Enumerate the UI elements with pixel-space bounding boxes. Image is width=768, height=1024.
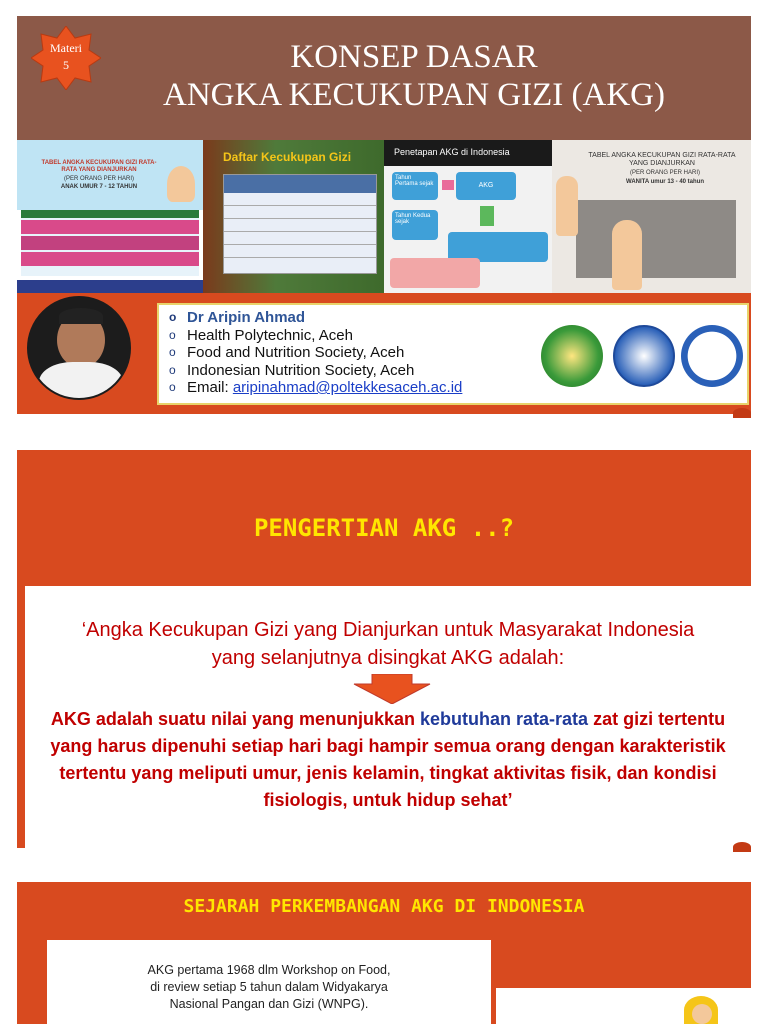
definition-box: [25, 586, 751, 848]
history-text: [47, 962, 491, 1013]
thumb1-sub2: ANAK UMUR 7 - 12 TAHUN: [60, 184, 138, 190]
badge-line1: Materi: [50, 41, 82, 55]
slide-corner-mark: [733, 408, 751, 418]
pergizi-pangan-logo: [681, 325, 743, 387]
history-illustration: [496, 988, 751, 1024]
history-line2: di review setiap 5 tahun dalam Widyakarya: [150, 980, 388, 994]
thumb1-sub: (PER ORANG PER HARI): [63, 176, 134, 182]
history-box: [47, 940, 491, 1024]
title-line1: KONSEP DASAR: [290, 39, 538, 75]
thumb4-sub: (PER ORANG PER HARI): [629, 170, 700, 176]
definition-slide: [17, 450, 751, 848]
title-header: [17, 16, 751, 140]
down-arrow-icon: [352, 674, 432, 704]
definition-intro-line2: yang selanjutnya disingkat AKG adalah:: [211, 647, 565, 669]
thumb3-box1: Tahun Pertama sejak: [392, 172, 438, 200]
thumbnail-penetapan-akg: [384, 140, 552, 293]
history-title: SEJARAH PERKEMBANGAN AKG DI INDONESIA: [183, 896, 585, 917]
history-slide: [17, 882, 751, 1024]
author-affiliation-3: o Indonesian Nutrition Society, Aceh: [169, 362, 747, 380]
author-photo: [27, 296, 131, 400]
thumb1-title: TABEL ANGKA KECUKUPAN GIZI RATA-RATA YANG DIANJURKAN: [41, 160, 157, 173]
author-affiliation-1: o Health Polytechnic, Aceh: [169, 327, 747, 345]
definition-intro: [25, 616, 751, 672]
title-line2: ANGKA KECUKUPAN GIZI (AKG): [162, 77, 665, 113]
history-line1: AKG pertama 1968 dlm Workshop on Food,: [147, 963, 391, 977]
author-affiliation-2: o Food and Nutrition Society, Aceh: [169, 344, 747, 362]
thumbnail-strip: [17, 140, 751, 293]
slide-corner-mark: [733, 842, 751, 852]
thumb2-title: Daftar Kecukupan Gizi: [223, 150, 352, 164]
definition-intro-line1: ‘Angka Kecukupan Gizi yang Dianjurkan untuk Masyarakat Indonesia: [81, 619, 695, 641]
thumb4-sub2: WANITA umur 13 - 40 tahun: [625, 179, 704, 185]
definition-highlight: kebutuhan rata-rata: [420, 709, 589, 729]
definition-text-a: AKG adalah suatu nilai yang menunjukkan: [50, 709, 421, 729]
definition-title: PENGERTIAN AKG ..?: [253, 514, 515, 542]
definition-text-b: zat gizi tertentu yang harus dipenuhi setiap hari bagi hampir semua orang dengan karakteristik tertentu yang meliputi umur, jenis kelamin, tingkat aktivitas fisik, dan kondisi fisiologis, untuk hidup sehat’: [50, 709, 726, 810]
email-link[interactable]: aripinahmad@poltekkesaceh.ac.id: [232, 379, 463, 396]
title-slide: [17, 16, 751, 414]
author-name: o Dr Aripin Ahmad: [169, 309, 747, 327]
slide-title: [77, 38, 751, 114]
thumb4-title: TABEL ANGKA KECUKUPAN GIZI RATA-RATA YANG DIANJURKAN: [588, 152, 736, 167]
nutrition-society-logo: [613, 325, 675, 387]
author-info-box: [157, 303, 749, 405]
thumb3-box2: AKG: [456, 172, 516, 200]
badge-line2: 5: [63, 58, 69, 72]
thumbnail-akg-women: [552, 140, 751, 293]
thumb3-title: Penetapan AKG di Indonesia: [394, 147, 510, 157]
poltekkes-logo: [541, 325, 603, 387]
definition-text: [39, 706, 737, 814]
thumbnail-daftar-kecukupan: [203, 140, 384, 293]
history-line3: Nasional Pangan dan Gizi (WNPG).: [169, 997, 369, 1011]
thumbnail-akg-children: [17, 140, 203, 293]
thumb3-box3: Tahun Kedua sejak: [392, 210, 438, 240]
email-label: Email:: [187, 379, 233, 396]
